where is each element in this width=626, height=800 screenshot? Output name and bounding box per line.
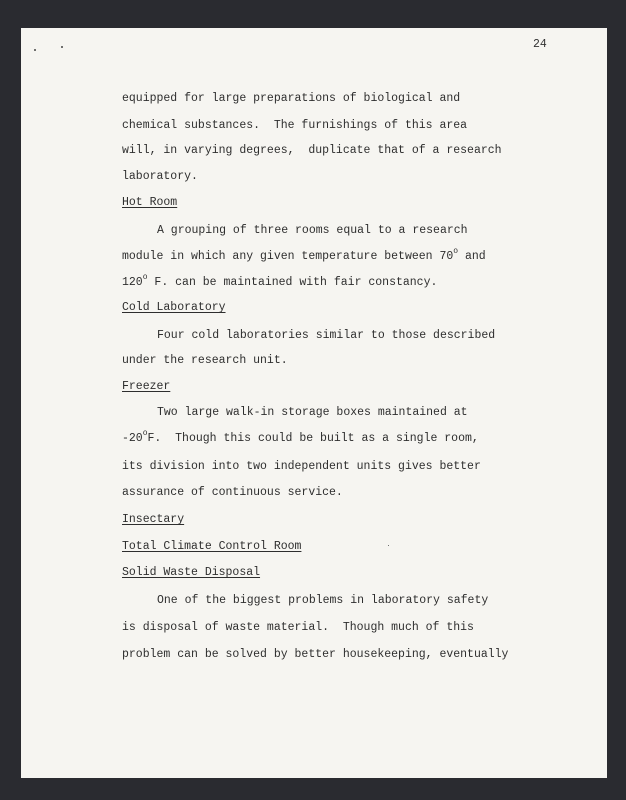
text-segment: F. Though this could be built as a single room, [147, 432, 479, 445]
section-heading-solid-waste-disposal: Solid Waste Disposal [122, 566, 261, 579]
text-line: is disposal of waste material. Though much of this [122, 621, 474, 634]
text-segment: F. can be maintained with fair constancy. [147, 276, 438, 289]
text-segment: module in which any given temperature between 70 [122, 250, 454, 263]
text-segment: 120 [122, 276, 143, 289]
degree-superscript: o [142, 273, 148, 282]
text-line [122, 273, 438, 290]
text-line: One of the biggest problems in laboratory safety [157, 594, 489, 607]
text-line: Two large walk-in storage boxes maintained at [157, 406, 468, 419]
text-line: A grouping of three rooms equal to a research [157, 224, 468, 237]
text-line: under the research unit. [122, 354, 288, 367]
text-line: equipped for large preparations of biological and [122, 92, 461, 105]
text-line [122, 247, 486, 264]
page-number: 24 [533, 38, 547, 51]
text-line: Four cold laboratories similar to those described [157, 329, 496, 342]
text-line: assurance of continuous service. [122, 486, 343, 499]
text-line: laboratory. [122, 170, 198, 183]
text-segment: -20 [122, 432, 143, 445]
section-heading-insectary: Insectary [122, 513, 185, 526]
text-line [122, 429, 479, 446]
text-line: problem can be solved by better housekeeping, eventually [122, 648, 509, 661]
document-page [21, 28, 607, 778]
section-heading-hot-room: Hot Room [122, 196, 178, 209]
degree-superscript: o [453, 247, 459, 256]
degree-superscript: o [142, 429, 148, 438]
section-heading-total-climate-control-room: Total Climate Control Room [122, 540, 302, 553]
section-heading-cold-laboratory: Cold Laboratory [122, 301, 226, 314]
text-segment: and [458, 250, 486, 263]
text-line: will, in varying degrees, duplicate that of a research [122, 144, 502, 157]
speck [34, 49, 36, 51]
speck [388, 545, 389, 546]
text-line: chemical substances. The furnishings of this area [122, 119, 468, 132]
text-line: its division into two independent units gives better [122, 460, 481, 473]
section-heading-freezer: Freezer [122, 380, 171, 393]
speck [61, 46, 63, 48]
